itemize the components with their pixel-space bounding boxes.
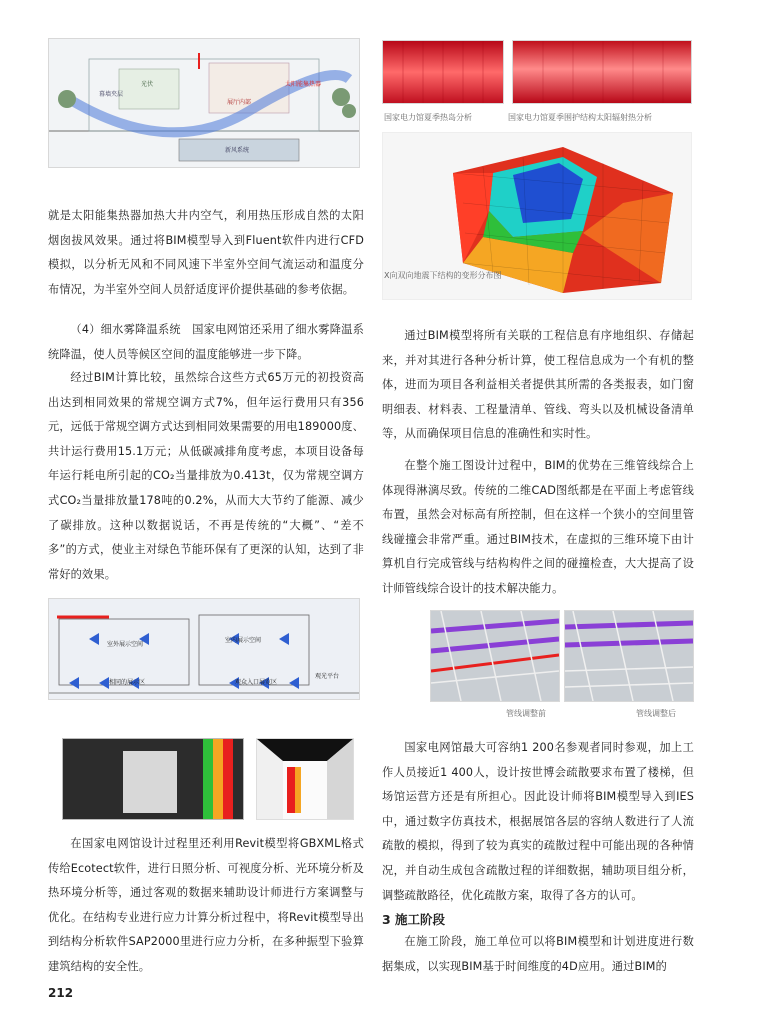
- heat-island-drawing: [383, 41, 503, 103]
- right-paragraph-4: 在施工阶段，施工单位可以将BIM模型和计划进度进行数据集成，以实现BIM基于时间维度的4D应用。通过BIM的: [382, 935, 694, 973]
- label-platform: 观光平台: [315, 673, 340, 680]
- deformation-caption: X向双向地震下结构的变形分布图: [384, 271, 502, 280]
- light-analysis-image-2: [256, 738, 354, 820]
- left-paragraph-3: 经过BIM计算比较，虽然综合这些方式65万元的初投资高出达到相同效果的常规空调方式7%，但年运行费用只有356元，远低于常规空调方式达到相同效果需要的用电189000度、共计运行费用15.1万元；从低碳减排角度考虑，本项目设备每年运行耗电所引起的CO₂当量排放为0.413t，仅为常规空调方式CO₂当量排放量178吨的0.2%，从而大大节约了能源、减少了碳排放。这种以数据说话，不再是传统的“大概”、“差不多”的方式，使业主对绿色节能环保有了更深的认知，达到了非常好的效果。: [48, 371, 364, 581]
- label-curtain: 幕墙夹层: [99, 91, 124, 98]
- light-analysis-image-1: [62, 738, 244, 820]
- left-paragraph-2: （4）细水雾降温系统 国家电网馆还采用了细水雾降温系统降温，使人员等候区空间的温度能够进一步下降。: [48, 323, 364, 361]
- section-airflow-drawing: [49, 39, 359, 167]
- label-indoor-space: 室内展示空间: [225, 637, 262, 644]
- label-same-zone: 相同的展示区: [109, 679, 146, 686]
- light-analysis-drawing-1: [63, 739, 243, 819]
- left-paragraph-4: 在国家电网馆设计过程里还利用Revit模型将GBXML格式传给Ecotect软件，进行日照分析、可视度分析、光环境分析及热环境分析等，通过客观的数据来辅助设计师进行方案调整与优化。在结构专业进行应力计算分析过程中，将Revit模型导出到结构分析软件SAP2000里进行应力分析，在多种振型下验算建筑结构的安全性。: [48, 837, 364, 973]
- right-paragraph-3: 国家电网馆最大可容纳1 200名参观者同时参观，加上工作人员接近1 400人，设计按世博会疏散要求布置了楼梯，但场馆运营方还是有所担心。因此设计师将BIM模型导入到IES中，通过数字仿真技术，根据展馆各层的容纳人数进行了人流疏散的模拟，得到了较为真实的疏散过程中可能出现的各种情况，并自动生成包含疏散过程的详细数据，辅助项目组分析，调整疏散路径，优化疏散方案，取得了各方的认可。: [382, 741, 694, 902]
- pipe-before-image: [430, 610, 560, 702]
- light-analysis-drawing-2: [257, 739, 353, 819]
- pipe-after-caption: 管线调整后: [636, 709, 676, 718]
- label-collector: 太阳能集热器: [285, 81, 322, 88]
- floor-section-drawing: [49, 599, 359, 699]
- pipe-before-drawing: [431, 611, 559, 701]
- left-paragraph-1: 就是太阳能集热器加热大井内空气，利用热压形成自然的太阳烟囱拔风效果。通过将BIM模型导入到Fluent软件内进行CFD模拟，以分析无风和不同风速下半室外空间气流运动和温度分布情况，为半室外空间人员舒适度评价提供基础的参考依据。: [48, 209, 364, 296]
- floor-section-figure: [48, 598, 360, 700]
- label-hall: 展厅内部: [227, 99, 252, 106]
- heat-island-map: [382, 40, 504, 104]
- label-entrance-zone: 观众入口展览区: [235, 679, 278, 686]
- pipe-after-image: [564, 610, 694, 702]
- label-outdoor-space: 室外展示空间: [107, 641, 144, 648]
- envelope-radiation-caption: 国家电力馆夏季围护结构太阳辐射热分析: [508, 113, 652, 122]
- pipe-after-drawing: [565, 611, 693, 701]
- label-pv: 光伏: [141, 81, 154, 88]
- right-paragraph-2: 在整个施工图设计过程中，BIM的优势在三维管线综合上体现得淋漓尽致。传统的二维CAD图纸都是在平面上考虑管线布置，虽然会对标高有所控制，但在这样一个狭小的空间里管线碰撞会非常严重。通过BIM技术，在虚拟的三维环境下由计算机自行完成管线与结构构件之间的碰撞检查，大大提高了设计师管线综合设计的技术解决能力。: [382, 459, 694, 595]
- envelope-radiation-map: [512, 40, 692, 104]
- right-paragraph-1: 通过BIM模型将所有关联的工程信息有序地组织、存储起来，并对其进行各种分析计算，使工程信息成为一个有机的整体，进而为项目各利益相关者提供其所需的各类报表，如门窗明细表、材料表、工程量清单、管线、弯头以及机械设备清单等，从而确保项目信息的准确性和实时性。: [382, 329, 694, 441]
- page-number: 212: [48, 986, 74, 1000]
- section-heading-construction: 3 施工阶段: [382, 912, 446, 927]
- label-fresh-air: 新风系统: [225, 147, 250, 154]
- envelope-radiation-drawing: [513, 41, 691, 103]
- heat-island-caption: 国家电力馆夏季热岛分析: [384, 113, 472, 122]
- section-airflow-figure: [48, 38, 360, 168]
- pipe-before-caption: 管线调整前: [506, 709, 546, 718]
